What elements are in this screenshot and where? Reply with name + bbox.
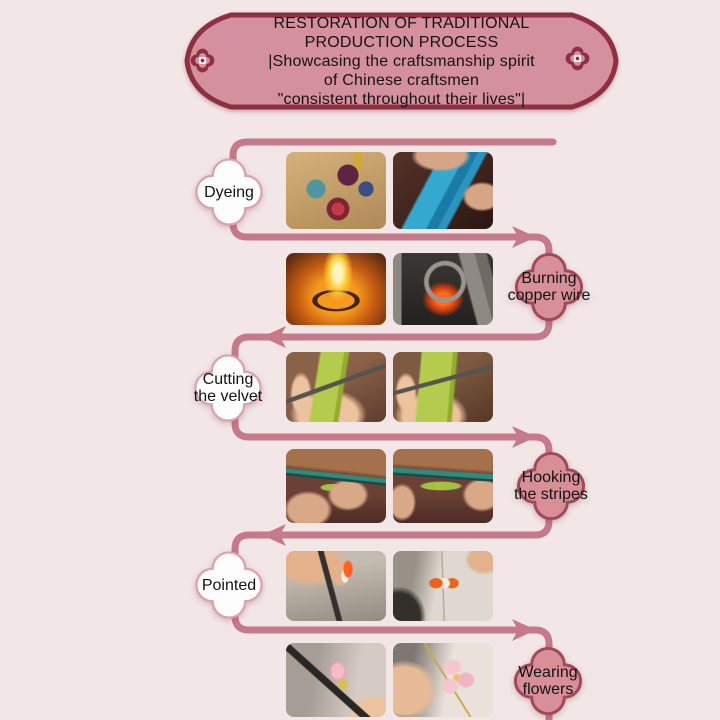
step-label-line: Pointed bbox=[201, 576, 257, 594]
banner-text bbox=[203, 14, 600, 109]
photo-cutting-1 bbox=[286, 352, 386, 422]
banner-line: RESTORATION OF TRADITIONAL bbox=[273, 15, 530, 32]
step-label-line: Burning bbox=[521, 270, 577, 287]
step-label-line: Dyeing bbox=[204, 183, 254, 201]
title-banner bbox=[183, 5, 620, 117]
step-badge-wearing-flowers bbox=[511, 644, 585, 718]
step-label bbox=[487, 644, 609, 718]
step-label bbox=[490, 449, 612, 523]
step-label-line: the stripes bbox=[514, 486, 588, 503]
step-badge-cutting-the-velvet bbox=[191, 351, 265, 425]
banner-line: |Showcasing the craftsmanship spirit bbox=[268, 53, 535, 70]
step-label-line: copper wire bbox=[507, 287, 591, 304]
photo-wearing-2 bbox=[393, 643, 493, 717]
banner-line: PRODUCTION PROCESS bbox=[304, 34, 499, 51]
step-label bbox=[167, 351, 289, 425]
step-label-line: Cutting bbox=[202, 371, 254, 388]
step-label-line: flowers bbox=[522, 681, 574, 698]
step-label bbox=[168, 548, 290, 622]
photo-burning-2 bbox=[393, 253, 493, 325]
photo-pointed-1 bbox=[286, 551, 386, 621]
photo-hooking-1 bbox=[286, 449, 386, 523]
step-badge-hooking-the-stripes bbox=[514, 449, 588, 523]
photo-dyeing-2 bbox=[393, 152, 493, 229]
step-label-line: Wearing bbox=[518, 664, 578, 681]
banner-line: "consistent throughout their lives"| bbox=[277, 91, 526, 108]
photo-dyeing-1 bbox=[286, 152, 386, 229]
step-badge-pointed bbox=[192, 548, 266, 622]
step-label-line: the velvet bbox=[193, 388, 263, 405]
photo-wearing-1 bbox=[286, 643, 386, 717]
step-badge-dyeing bbox=[192, 155, 266, 229]
photo-hooking-2 bbox=[393, 449, 493, 523]
step-label bbox=[168, 155, 290, 229]
step-badge-burning-copper-wire bbox=[507, 250, 591, 324]
photo-cutting-2 bbox=[393, 352, 493, 422]
photo-pointed-2 bbox=[393, 551, 493, 621]
step-label bbox=[488, 250, 610, 324]
banner-line: of Chinese craftsmen bbox=[323, 72, 480, 89]
photo-burning-1 bbox=[286, 253, 386, 325]
step-label-line: Hooking bbox=[521, 469, 581, 486]
